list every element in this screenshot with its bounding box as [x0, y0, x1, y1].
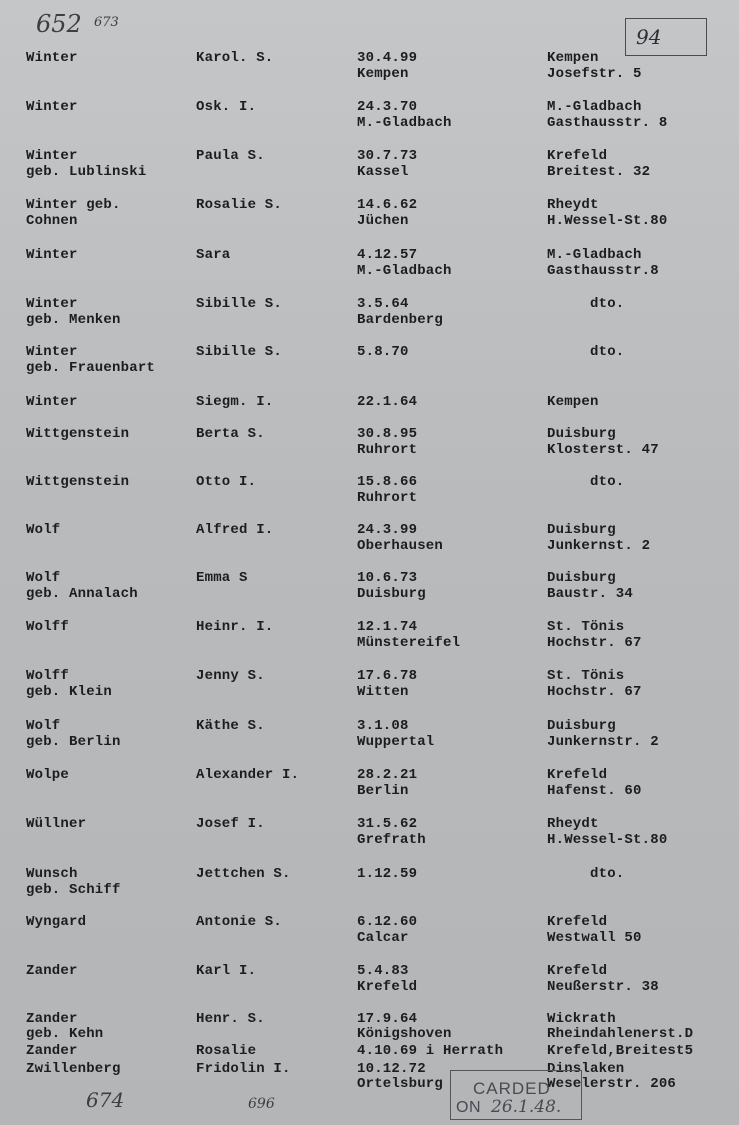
address: Krefeld Neußerstr. 38: [547, 963, 659, 995]
given-name: Emma S: [196, 570, 248, 586]
address: Kempen: [547, 394, 599, 410]
birth-info: 28.2.21 Berlin: [357, 767, 418, 799]
given-name: Alexander I.: [196, 767, 300, 783]
birth-info: 12.1.74 Münstereifel: [357, 619, 461, 651]
address: Krefeld Hafenst. 60: [547, 767, 642, 799]
surname: Zander: [26, 963, 78, 979]
stamp-on-label: ON: [456, 1099, 481, 1116]
address: dto.: [590, 474, 625, 490]
birth-info: 3.1.08 Wuppertal: [357, 718, 435, 750]
surname: Winter geb. Frauenbart: [26, 344, 156, 376]
address: Duisburg Junkernstr. 2: [547, 718, 659, 750]
birth-info: 30.8.95 Ruhrort: [357, 426, 418, 458]
birth-info: 17.6.78 Witten: [357, 668, 418, 700]
birth-info: 6.12.60 Calcar: [357, 914, 418, 946]
birth-info: 15.8.66 Ruhrort: [357, 474, 418, 506]
surname: Zwillenberg: [26, 1061, 121, 1077]
address: Duisburg Junkernst. 2: [547, 522, 651, 554]
given-name: Antonie S.: [196, 914, 283, 930]
given-name: Berta S.: [196, 426, 265, 442]
given-name: Rosalie: [196, 1043, 257, 1059]
address: Duisburg Baustr. 34: [547, 570, 634, 602]
given-name: Rosalie S.: [196, 197, 283, 213]
address: Krefeld Breitest. 32: [547, 148, 651, 180]
handwritten-bottom-small-number: 696: [248, 1096, 275, 1112]
surname: Wolf: [26, 522, 61, 538]
surname: Winter: [26, 394, 78, 410]
stamp-carded-label: CARDED: [473, 1079, 551, 1098]
given-name: Siegm. I.: [196, 394, 274, 410]
given-name: Josef I.: [196, 816, 265, 832]
surname: Winter: [26, 50, 78, 66]
given-name: Paula S.: [196, 148, 265, 164]
surname: Zander geb. Kehn: [26, 1011, 104, 1042]
address: St. Tönis Hochstr. 67: [547, 668, 642, 700]
given-name: Käthe S.: [196, 718, 265, 734]
address: Rheydt H.Wessel-St.80: [547, 816, 668, 848]
birth-info: 14.6.62 Jüchen: [357, 197, 418, 229]
given-name: Henr. S.: [196, 1011, 265, 1027]
surname: Wunsch geb. Schiff: [26, 866, 121, 898]
address: Krefeld,Breitest5: [547, 1043, 694, 1059]
birth-info: 5.8.70: [357, 344, 409, 360]
carded-stamp: [450, 1070, 582, 1120]
stamp-date: 26.1.48.: [491, 1097, 562, 1117]
surname: Winter geb. Menken: [26, 296, 121, 328]
given-name: Sara: [196, 247, 231, 263]
birth-info: 24.3.99 Oberhausen: [357, 522, 444, 554]
surname: Wyngard: [26, 914, 87, 930]
surname: Wittgenstein: [26, 474, 130, 490]
surname: Wittgenstein: [26, 426, 130, 442]
surname: Winter: [26, 99, 78, 115]
address: Wickrath Rheindahlenerst.D: [547, 1011, 694, 1042]
surname: Wüllner: [26, 816, 87, 832]
birth-info: 30.7.73 Kassel: [357, 148, 418, 180]
given-name: Jenny S.: [196, 668, 265, 684]
address: Krefeld Westwall 50: [547, 914, 642, 946]
given-name: Karl I.: [196, 963, 257, 979]
birth-info: 4.10.69 i Herrath: [357, 1043, 504, 1059]
birth-info: 4.12.57 M.-Gladbach: [357, 247, 452, 279]
birth-info: 31.5.62 Grefrath: [357, 816, 426, 848]
given-name: Fridolin I.: [196, 1061, 291, 1077]
boxed-number: 94: [625, 18, 707, 56]
handwritten-bottom-number: 674: [86, 1088, 125, 1112]
address: Duisburg Klosterst. 47: [547, 426, 659, 458]
surname: Wolf geb. Annalach: [26, 570, 138, 602]
birth-info: 30.4.99 Kempen: [357, 50, 418, 82]
surname: Wolff geb. Klein: [26, 668, 113, 700]
address: Kempen Josefstr. 5: [547, 50, 642, 82]
surname: Wolpe: [26, 767, 70, 783]
surname: Winter geb. Cohnen: [26, 197, 121, 229]
given-name: Alfred I.: [196, 522, 274, 538]
birth-info: 3.5.64 Bardenberg: [357, 296, 444, 328]
given-name: Osk. I.: [196, 99, 257, 115]
address: dto.: [590, 296, 625, 312]
birth-info: 10.12.72 Ortelsburg: [357, 1061, 444, 1092]
given-name: Jettchen S.: [196, 866, 291, 882]
address: dto.: [590, 344, 625, 360]
given-name: Karol. S.: [196, 50, 274, 66]
birth-info: 5.4.83 Krefeld: [357, 963, 418, 995]
handwritten-small-number: 673: [94, 15, 119, 30]
surname: Wolff: [26, 619, 70, 635]
address: M.-Gladbach Gasthausstr. 8: [547, 99, 668, 131]
address: St. Tönis Hochstr. 67: [547, 619, 642, 651]
given-name: Heinr. I.: [196, 619, 274, 635]
address: M.-Gladbach Gasthausstr.8: [547, 247, 659, 279]
birth-info: 1.12.59: [357, 866, 418, 882]
given-name: Sibille S.: [196, 344, 283, 360]
birth-info: 10.6.73 Duisburg: [357, 570, 426, 602]
handwritten-page-number: 652: [36, 10, 82, 38]
address: Dinslaken Weselerstr. 206: [547, 1061, 677, 1092]
surname: Winter: [26, 247, 78, 263]
given-name: Otto I.: [196, 474, 257, 490]
address: Rheydt H.Wessel-St.80: [547, 197, 668, 229]
surname: Zander: [26, 1043, 78, 1059]
birth-info: 22.1.64: [357, 394, 418, 410]
surname: Wolf geb. Berlin: [26, 718, 121, 750]
address: dto.: [590, 866, 625, 882]
given-name: Sibille S.: [196, 296, 283, 312]
birth-info: 17.9.64 Königshoven: [357, 1011, 452, 1042]
surname: Winter geb. Lublinski: [26, 148, 147, 180]
birth-info: 24.3.70 M.-Gladbach: [357, 99, 452, 131]
